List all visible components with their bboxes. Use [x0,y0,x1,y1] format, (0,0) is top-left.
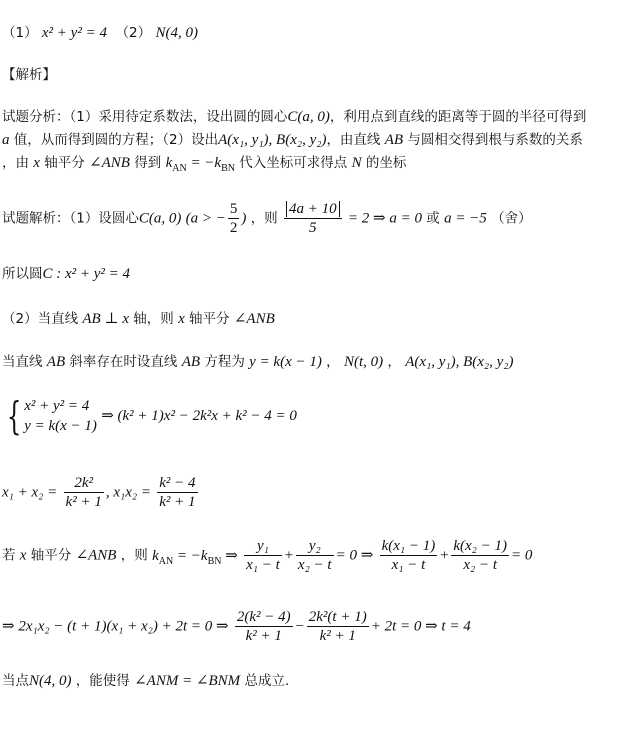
analysis-line-1 [2,108,586,126]
solution-text: 方程为 [204,354,245,370]
math-points: A(x₁, y₁), B(x₂, y₂) [218,132,327,148]
math-k: = −k [186,155,222,171]
math-sub: AN [172,163,187,174]
fraction-y1 [244,537,282,574]
solution-text: 斜率存在时设直线 [69,354,178,370]
system-row: x² + y² = 4 [24,398,90,414]
fraction-sum [64,474,104,511]
math-sum: x₁ + x₂ = [2,484,58,501]
bisector-line [2,537,532,574]
solution-text: （2）当直线 [2,311,79,327]
math-minus: − [294,618,305,635]
frac-den: x₂ − t [297,557,332,573]
solution-line-3 [2,310,275,328]
fraction-distance [284,200,342,237]
math-n: N [351,155,362,171]
analysis-text: ，利用点到直线的距离等于圆的半径可得到 [329,109,587,125]
solution-text: 若 [2,547,16,564]
solution-text: 轴平分 [30,547,72,564]
analysis-text: ，由 [2,155,29,171]
jiexi-label: 【解析】 [2,67,56,83]
fraction-kx2 [451,537,509,574]
answer-part1-label: （1） [2,25,38,41]
analysis-text: 得到 [134,155,162,171]
frac-num: 2k²(t + 1) [308,609,367,625]
frac-den: x₁ − t [391,557,426,573]
math-sub: BN [207,555,222,567]
frac-num: 2(k² − 4) [236,609,291,625]
analysis-text: 与圆相交得到根与系数的关系 [407,132,583,148]
analysis-label: 试题分析： [2,109,70,125]
math-points: A(x₁, y₁), B(x₂, y₂) [405,354,514,370]
frac-den: k² + 1 [245,628,282,644]
math-result: + 2t = 0 ⇒ t = 4 [370,618,471,635]
math-angle: ∠ANB [89,155,130,171]
solution-text: （1）设圆心 [69,210,139,227]
math-angle: ∠ANB [233,311,275,327]
math-plus: + [283,547,294,564]
frac-num: k(x₂ − 1) [453,538,508,554]
math-center: C(a, 0) [138,210,182,227]
answer-line [2,24,198,42]
math-sub: BN [221,163,235,174]
solution-text: 所以圆 [2,266,43,282]
math-result: = 2 ⇒ a = 0 [347,210,422,227]
t-derivation-line [2,608,471,645]
fraction-5-2 [228,200,240,237]
system-rows [24,396,97,436]
math-point-n: N(t, 0) [343,354,384,370]
solution-text: ，则 [250,210,278,227]
math-k: k [152,547,159,564]
solution-text: 当直线 [2,354,43,370]
math-point-n: N(4, 0) [29,673,72,689]
fraction-y2 [296,537,334,574]
math-cond: (a > − [185,210,226,227]
solution-text: 或 [426,210,440,227]
math-k: k [165,155,173,171]
frac-num: y₂ [296,537,334,556]
math-x: x [178,311,185,327]
math-x: x [33,155,40,171]
fraction-kx1 [380,537,438,574]
answer-point: N(4, 0) [155,25,198,41]
math-zero: = 0 [511,547,533,564]
math-ab: AB [181,354,201,370]
math-a: a [2,132,10,148]
math-implies: = 0 ⇒ [335,547,374,564]
solution-text: 总成立. [244,673,290,689]
frac-num: 5 [229,201,238,217]
frac-num: k² − 4 [159,475,196,491]
fraction-a [235,608,293,645]
answer-circle-equation: x² + y² = 4 [41,25,107,41]
frac-num: 2k² [64,474,104,493]
math-ab: AB [384,132,404,148]
math-circle: C : x² + y² = 4 [42,266,131,282]
solution-text: 当点 [2,673,29,689]
solution-text: ，则 [120,547,148,564]
fraction-product [157,474,197,511]
math-angle-eq: ∠ANM = ∠BNM [134,673,241,689]
solution-line-2 [2,265,130,283]
math-angle: ∠ANB [75,547,117,564]
conclusion-line [2,672,289,690]
math-x: x [19,547,27,564]
frac-den: 2 [229,220,238,236]
math-slope-eq [152,547,238,567]
frac-den: 5 [309,220,317,236]
solution-label: 试题解析： [2,210,70,227]
math-line-eq: y = k(x − 1) [249,354,322,370]
math-center: C(a, 0) [287,109,330,125]
math-result: a = −5 [444,210,487,227]
frac-num: y₁ [244,537,282,556]
analysis-text: ，由直线 [326,132,381,148]
frac-den: k² + 1 [65,494,102,510]
analysis-text: 代入坐标可求得点 [239,155,348,171]
equation-system [2,396,297,436]
frac-den: x₁ − t [246,557,280,573]
math-paren: ) [241,210,247,227]
jiexi-heading [2,66,56,84]
solution-line-4 [2,353,514,371]
solution-text: 轴，则 [133,311,174,327]
math-quadratic: ⇒ (k² + 1)x² − 2k²x + k² − 4 = 0 [101,408,297,424]
fraction-b [307,608,369,645]
math-plus: + [439,547,450,564]
solution-text: ，能使得 [75,673,130,689]
solution-text: ， [387,354,401,370]
frac-den: x₂ − t [463,557,498,573]
answer-part2-label: （2） [115,25,152,41]
analysis-line-2 [2,131,583,149]
math-product: , x₁x₂ = [105,484,151,501]
math-expansion: ⇒ 2x₁x₂ − (t + 1)(x₁ + x₂) + 2t = 0 ⇒ [2,618,229,635]
math-implies: ⇒ [221,547,238,564]
analysis-text: 的坐标 [365,155,407,171]
math-ab: AB [46,354,66,370]
analysis-text: 值，从而得到圆的方程；（2）设出 [13,132,219,148]
math-slope-eq [165,155,235,174]
math-sub: AN [158,555,174,567]
solution-text: （舍） [491,210,532,227]
analysis-line-3 [2,154,406,178]
solution-line-1 [2,200,532,237]
system-row: y = k(x − 1) [24,418,97,434]
left-brace-icon: { [6,394,22,438]
analysis-text: （1）采用待定系数法，设出圆的圆心 [69,109,288,125]
vieta-line [2,474,200,511]
solution-text: 轴平分 [189,311,230,327]
frac-den: k² + 1 [159,494,196,510]
math-perp: AB ⊥ x [82,311,129,327]
analysis-text: 轴平分 [44,155,85,171]
frac-num: k(x₁ − 1) [381,538,436,554]
frac-den: k² + 1 [319,628,356,644]
solution-text: ， [326,354,340,370]
abs-value: 4a + 10 [286,201,340,217]
math-k: = −k [173,547,208,564]
